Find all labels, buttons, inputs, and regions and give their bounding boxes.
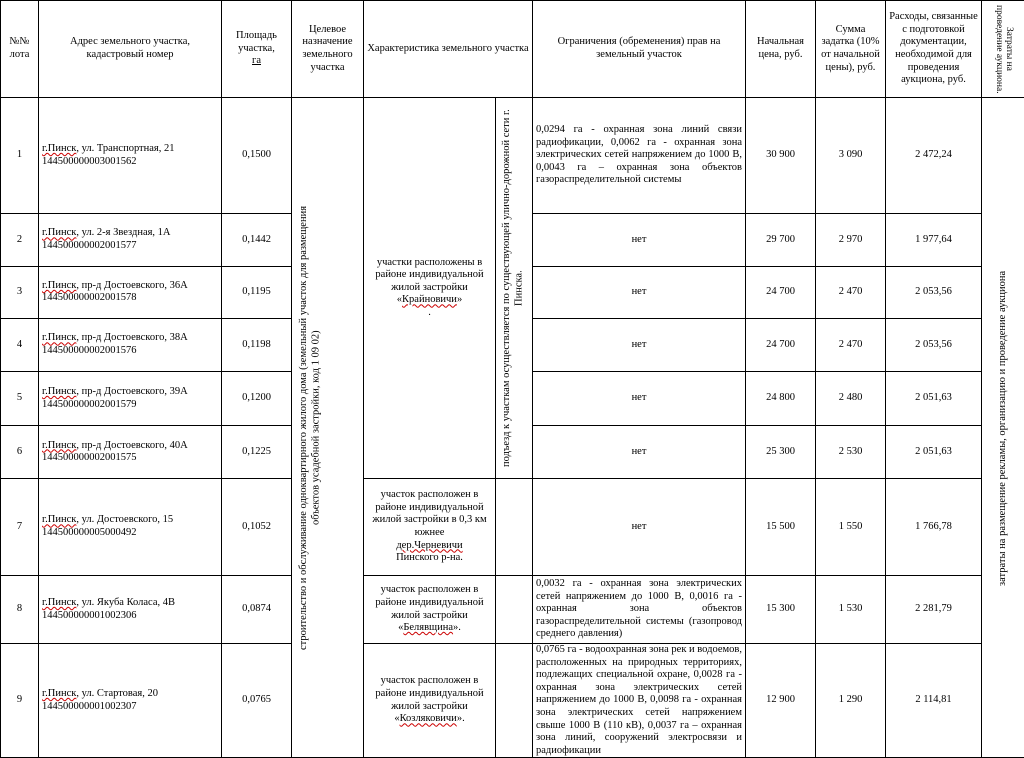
characteristic-text: участок расположен в районе индивидуальной жилой застройки « bbox=[375, 584, 483, 633]
header-area-unit: га bbox=[252, 55, 261, 66]
lot-city: г.Пинск bbox=[42, 440, 76, 451]
lot-expenses: 2 053,56 bbox=[886, 319, 982, 372]
table-row-lot-9 bbox=[1, 644, 1024, 758]
lot-address bbox=[39, 576, 222, 644]
lot-deposit: 2 530 bbox=[816, 426, 886, 479]
header-restrictions: Ограничения (обременения) прав на земельный участок bbox=[533, 1, 746, 98]
lot-street: , пр-д Достоевского, 38А bbox=[76, 332, 187, 343]
lot-city: г.Пинск bbox=[42, 386, 76, 397]
lot-street: , ул. Достоевского, 15 bbox=[76, 514, 173, 525]
lot-cadastral: 144500000002001578 bbox=[42, 292, 137, 303]
lot-cadastral: 144500000002001575 bbox=[42, 452, 137, 463]
lot-address bbox=[39, 371, 222, 425]
lot-address bbox=[39, 479, 222, 576]
lot-area: 0,1198 bbox=[222, 319, 292, 372]
header-address: Адрес земельного участка, кадастровый номер bbox=[39, 1, 222, 98]
lot-price: 24 700 bbox=[746, 266, 816, 319]
lot-price: 15 500 bbox=[746, 479, 816, 576]
lot-number: 5 bbox=[1, 371, 39, 425]
lot-expenses: 2 051,63 bbox=[886, 426, 982, 479]
costs-cell bbox=[982, 98, 1024, 758]
lot-city: г.Пинск bbox=[42, 514, 76, 525]
characteristic-belyavshchina bbox=[364, 576, 533, 644]
lot-street: , ул. 2-я Звездная, 1А bbox=[76, 227, 170, 238]
characteristic-kozlyakovichi bbox=[364, 644, 533, 758]
place-name: Козляковичи bbox=[400, 713, 457, 724]
lot-deposit: 1 530 bbox=[816, 576, 886, 644]
header-characteristic: Характеристика земельного участка bbox=[364, 1, 533, 98]
lot-cadastral: 144500000005000492 bbox=[42, 527, 137, 538]
lot-restriction: нет bbox=[533, 266, 746, 319]
lot-street: , пр-д Достоевского, 36А bbox=[76, 280, 187, 291]
purpose-cell bbox=[292, 98, 364, 758]
characteristic-cherneevichi-text bbox=[364, 479, 495, 575]
lot-number: 9 bbox=[1, 644, 39, 758]
lot-expenses: 2 114,81 bbox=[886, 644, 982, 758]
lot-deposit: 2 970 bbox=[816, 214, 886, 267]
place-name: Крайновичи bbox=[402, 294, 457, 305]
access-cell bbox=[495, 98, 532, 478]
lot-expenses: 2 281,79 bbox=[886, 576, 982, 644]
lot-deposit: 2 470 bbox=[816, 266, 886, 319]
lot-address bbox=[39, 266, 222, 319]
lot-deposit: 1 550 bbox=[816, 479, 886, 576]
lot-restriction: 0,0032 га - охранная зона электрических сетей напряжением до 1000 В, 0,0016 га - охранная зона объектов газораспределительной системы (газопровод среднего давления) bbox=[533, 576, 746, 644]
table-row-lot-1 bbox=[1, 98, 1024, 214]
header-row bbox=[1, 1, 1024, 98]
lot-number: 7 bbox=[1, 479, 39, 576]
lot-area: 0,1442 bbox=[222, 214, 292, 267]
lot-expenses: 1 977,64 bbox=[886, 214, 982, 267]
lot-restriction: нет bbox=[533, 426, 746, 479]
lot-city: г.Пинск bbox=[42, 688, 76, 699]
lot-city: г.Пинск bbox=[42, 280, 76, 291]
characteristic-krainovichi bbox=[364, 98, 533, 479]
characteristic-text-end: ». bbox=[457, 713, 465, 724]
table-row-lot-8 bbox=[1, 576, 1024, 644]
lot-price: 15 300 bbox=[746, 576, 816, 644]
lot-area: 0,1195 bbox=[222, 266, 292, 319]
lot-deposit: 2 480 bbox=[816, 371, 886, 425]
lot-price: 29 700 bbox=[746, 214, 816, 267]
header-purpose: Целевое назначение земельного участка bbox=[292, 1, 364, 98]
access-cell-continued bbox=[495, 576, 532, 643]
lot-restriction: 0,0294 га - охранная зона линий связи радиофикации, 0,0062 га - охранная зона электрических сетей напряжением до 1000 В, 0,0043 га – охранная зона объектов газораспределительной системы bbox=[533, 98, 746, 214]
lot-area: 0,1225 bbox=[222, 426, 292, 479]
lot-expenses: 2 053,56 bbox=[886, 266, 982, 319]
header-start-price: Начальная цена, руб. bbox=[746, 1, 816, 98]
header-costs bbox=[982, 1, 1024, 98]
lot-price: 24 700 bbox=[746, 319, 816, 372]
lot-number: 2 bbox=[1, 214, 39, 267]
lot-street: , пр-д Достоевского, 40А bbox=[76, 440, 187, 451]
characteristic-cherneevichi bbox=[364, 479, 533, 576]
lot-price: 12 900 bbox=[746, 644, 816, 758]
lot-cadastral: 144500000003001562 bbox=[42, 156, 137, 167]
header-area-label: Площадь участка, bbox=[236, 30, 277, 54]
lot-number: 4 bbox=[1, 319, 39, 372]
lot-expenses: 1 766,78 bbox=[886, 479, 982, 576]
lot-restriction: нет bbox=[533, 214, 746, 267]
characteristic-text: участок расположен в районе индивидуальной жилой застройки « bbox=[375, 675, 483, 724]
lot-street: , ул. Транспортная, 21 bbox=[76, 143, 174, 154]
lot-city: г.Пинск bbox=[42, 227, 76, 238]
lot-area: 0,0874 bbox=[222, 576, 292, 644]
lot-deposit: 1 290 bbox=[816, 644, 886, 758]
lot-number: 6 bbox=[1, 426, 39, 479]
lot-address bbox=[39, 426, 222, 479]
lot-city: г.Пинск bbox=[42, 143, 76, 154]
lot-price: 25 300 bbox=[746, 426, 816, 479]
lot-number: 1 bbox=[1, 98, 39, 214]
lot-city: г.Пинск bbox=[42, 332, 76, 343]
lot-number: 3 bbox=[1, 266, 39, 319]
costs-text: затраты на размещение рекламы, организацию и проведение аукциона bbox=[997, 193, 1010, 663]
lot-expenses: 2 051,63 bbox=[886, 371, 982, 425]
lot-cadastral: 144500000002001576 bbox=[42, 345, 137, 356]
header-deposit: Сумма задатка (10% от начальной цены), руб. bbox=[816, 1, 886, 98]
lot-city: г.Пинск bbox=[42, 597, 76, 608]
characteristic-dot: . bbox=[368, 307, 491, 320]
header-area bbox=[222, 1, 292, 98]
place-name: дер.Черневичи bbox=[368, 540, 491, 553]
characteristic-kozlyakovichi-text bbox=[364, 644, 495, 757]
place-name: Белявщина bbox=[403, 622, 453, 633]
characteristic-text-end: Пинского р-на. bbox=[368, 552, 491, 565]
lot-cadastral: 144500000001002307 bbox=[42, 701, 137, 712]
lot-area: 0,1200 bbox=[222, 371, 292, 425]
characteristic-belyavshchina-text bbox=[364, 576, 495, 643]
lot-price: 30 900 bbox=[746, 98, 816, 214]
lot-number: 8 bbox=[1, 576, 39, 644]
lot-street: , пр-д Достоевского, 39А bbox=[76, 386, 187, 397]
purpose-text: строительство и обслуживание одноквартирного жилого дома (земельный участок для размещения объектов усадебной застройки, код 1 09 02) bbox=[298, 193, 358, 663]
characteristic-text: участки расположены в районе индивидуальной жилой застройки « bbox=[375, 257, 483, 306]
lot-restriction: нет bbox=[533, 479, 746, 576]
lot-area: 0,0765 bbox=[222, 644, 292, 758]
lot-restriction: нет bbox=[533, 371, 746, 425]
lot-restriction: 0,0765 га - водоохранная зона рек и водоемов, расположенных на природных территориях, подлежащих специальной охране, 0,0028 га - охранная зона электрических сетей напряжением до 1000 В, 0,0098 га - охранная зона электрических сетей напряжением свыше 1000 В (110 кВ), 0,0037 га – охранная зона линий, сооружений электросвязи и радиофикации bbox=[533, 644, 746, 758]
lot-restriction: нет bbox=[533, 319, 746, 372]
access-text: подъезд к участкам осуществляется по существующей улично-дорожной сети г. Пинска. bbox=[501, 98, 526, 478]
header-lot-no: №№ лота bbox=[1, 1, 39, 98]
header-costs-text: Затраты на проведение аукциона. bbox=[993, 4, 1013, 94]
access-cell-continued bbox=[495, 479, 532, 575]
characteristic-text-end: » bbox=[457, 294, 462, 305]
header-expenses: Расходы, связанные с подготовкой документации, необходимой для проведения аукциона, руб. bbox=[886, 1, 982, 98]
lot-cadastral: 144500000001002306 bbox=[42, 610, 137, 621]
lot-price: 24 800 bbox=[746, 371, 816, 425]
lot-expenses: 2 472,24 bbox=[886, 98, 982, 214]
lot-cadastral: 144500000002001577 bbox=[42, 240, 137, 251]
lot-address bbox=[39, 98, 222, 214]
access-cell-continued bbox=[495, 644, 532, 757]
lot-deposit: 3 090 bbox=[816, 98, 886, 214]
lot-cadastral: 144500000002001579 bbox=[42, 399, 137, 410]
characteristic-text-end: ». bbox=[453, 622, 461, 633]
characteristic-krainovichi-text bbox=[364, 98, 495, 478]
characteristic-text: участок расположен в районе индивидуальной жилой застройки в 0,3 км южнее bbox=[368, 489, 491, 539]
lot-street: , ул. Якуба Коласа, 4В bbox=[76, 597, 175, 608]
lot-area: 0,1500 bbox=[222, 98, 292, 214]
table-row-lot-7 bbox=[1, 479, 1024, 576]
lot-address bbox=[39, 214, 222, 267]
lot-street: , ул. Стартовая, 20 bbox=[76, 688, 158, 699]
lot-address bbox=[39, 644, 222, 758]
lot-area: 0,1052 bbox=[222, 479, 292, 576]
lot-address bbox=[39, 319, 222, 372]
lot-deposit: 2 470 bbox=[816, 319, 886, 372]
